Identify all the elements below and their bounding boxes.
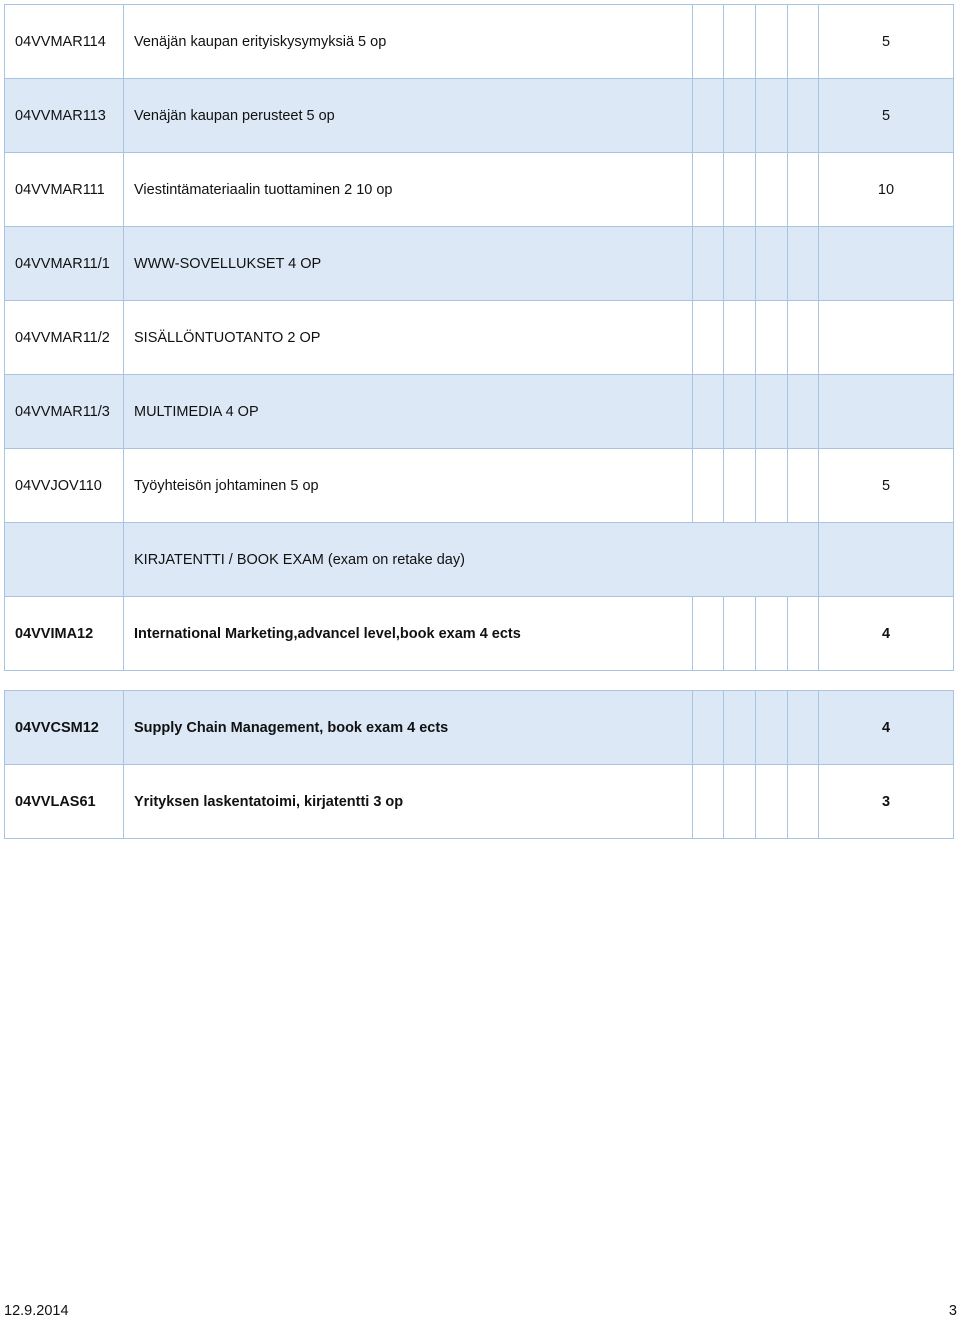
credits: 5: [819, 79, 954, 153]
credits: 4: [819, 597, 954, 671]
empty-cell: [788, 227, 819, 301]
course-code: 04VVIMA12: [5, 597, 124, 671]
course-row: [5, 301, 954, 375]
empty-cell: [756, 765, 788, 839]
course-row: [5, 597, 954, 671]
empty-cell: [756, 449, 788, 523]
empty-cell: [788, 79, 819, 153]
empty-cell: [788, 301, 819, 375]
course-name: Viestintämateriaalin tuottaminen 2 10 op: [124, 153, 693, 227]
course-code: 04VVMAR111: [5, 153, 124, 227]
course-name: MULTIMEDIA 4 OP: [124, 375, 693, 449]
course-row: [5, 79, 954, 153]
course-code: 04VVLAS61: [5, 765, 124, 839]
empty-cell: [724, 5, 756, 79]
course-name: Työyhteisön johtaminen 5 op: [124, 449, 693, 523]
empty-cell: [724, 765, 756, 839]
empty-cell: [756, 375, 788, 449]
course-code: 04VVMAR11/1: [5, 227, 124, 301]
empty-cell: [724, 449, 756, 523]
empty-cell: [788, 765, 819, 839]
empty-cell: [756, 79, 788, 153]
course-name: SISÄLLÖNTUOTANTO 2 OP: [124, 301, 693, 375]
credits: [819, 375, 954, 449]
empty-cell: [788, 153, 819, 227]
credits: [819, 523, 954, 597]
course-code: [5, 523, 124, 597]
empty-cell: [788, 449, 819, 523]
empty-cell: [724, 153, 756, 227]
credits: [819, 301, 954, 375]
course-row: [5, 227, 954, 301]
empty-cell: [724, 301, 756, 375]
empty-cell: [756, 691, 788, 765]
credits: 5: [819, 5, 954, 79]
exam-note: KIRJATENTTI / BOOK EXAM (exam on retake day): [124, 523, 819, 597]
course-name: Venäjän kaupan erityiskysymyksiä 5 op: [124, 5, 693, 79]
course-code: 04VVMAR114: [5, 5, 124, 79]
empty-cell: [724, 79, 756, 153]
empty-cell: [693, 375, 724, 449]
course-row: [5, 765, 954, 839]
course-code: 04VVMAR11/2: [5, 301, 124, 375]
course-name: WWW-SOVELLUKSET 4 OP: [124, 227, 693, 301]
credits: [819, 227, 954, 301]
page-number: 3: [948, 1303, 957, 1319]
course-code: 04VVCSM12: [5, 691, 124, 765]
empty-cell: [788, 375, 819, 449]
course-row: [5, 153, 954, 227]
course-name: Supply Chain Management, book exam 4 ects: [124, 691, 693, 765]
credits: 4: [819, 691, 954, 765]
course-code: 04VVMAR11/3: [5, 375, 124, 449]
empty-cell: [724, 691, 756, 765]
empty-cell: [693, 79, 724, 153]
course-code: 04VVJOV110: [5, 449, 124, 523]
empty-cell: [788, 597, 819, 671]
course-row: [5, 691, 954, 765]
empty-cell: [756, 227, 788, 301]
course-row: [5, 5, 954, 79]
credits: 5: [819, 449, 954, 523]
empty-cell: [693, 691, 724, 765]
empty-cell: [693, 301, 724, 375]
empty-cell: [693, 449, 724, 523]
empty-cell: [693, 765, 724, 839]
empty-cell: [693, 227, 724, 301]
empty-cell: [724, 227, 756, 301]
empty-cell: [693, 153, 724, 227]
empty-cell: [756, 301, 788, 375]
note-row: [5, 523, 954, 597]
empty-cell: [788, 5, 819, 79]
course-code: 04VVMAR113: [5, 79, 124, 153]
course-name: International Marketing,advancel level,book exam 4 ects: [124, 597, 693, 671]
course-table-continued-body: [5, 691, 954, 839]
credits: 3: [819, 765, 954, 839]
course-row: [5, 449, 954, 523]
empty-cell: [788, 691, 819, 765]
empty-cell: [724, 375, 756, 449]
footer-date: 12.9.2014: [4, 1303, 69, 1319]
empty-cell: [724, 597, 756, 671]
credits: 10: [819, 153, 954, 227]
course-name: Venäjän kaupan perusteet 5 op: [124, 79, 693, 153]
course-table-body: [5, 5, 954, 671]
empty-cell: [693, 597, 724, 671]
empty-cell: [756, 5, 788, 79]
empty-cell: [693, 5, 724, 79]
course-table-continued: [4, 690, 954, 839]
empty-cell: [756, 597, 788, 671]
course-name: Yrityksen laskentatoimi, kirjatentti 3 op: [124, 765, 693, 839]
course-row: [5, 375, 954, 449]
empty-cell: [756, 153, 788, 227]
course-table: [4, 4, 954, 671]
